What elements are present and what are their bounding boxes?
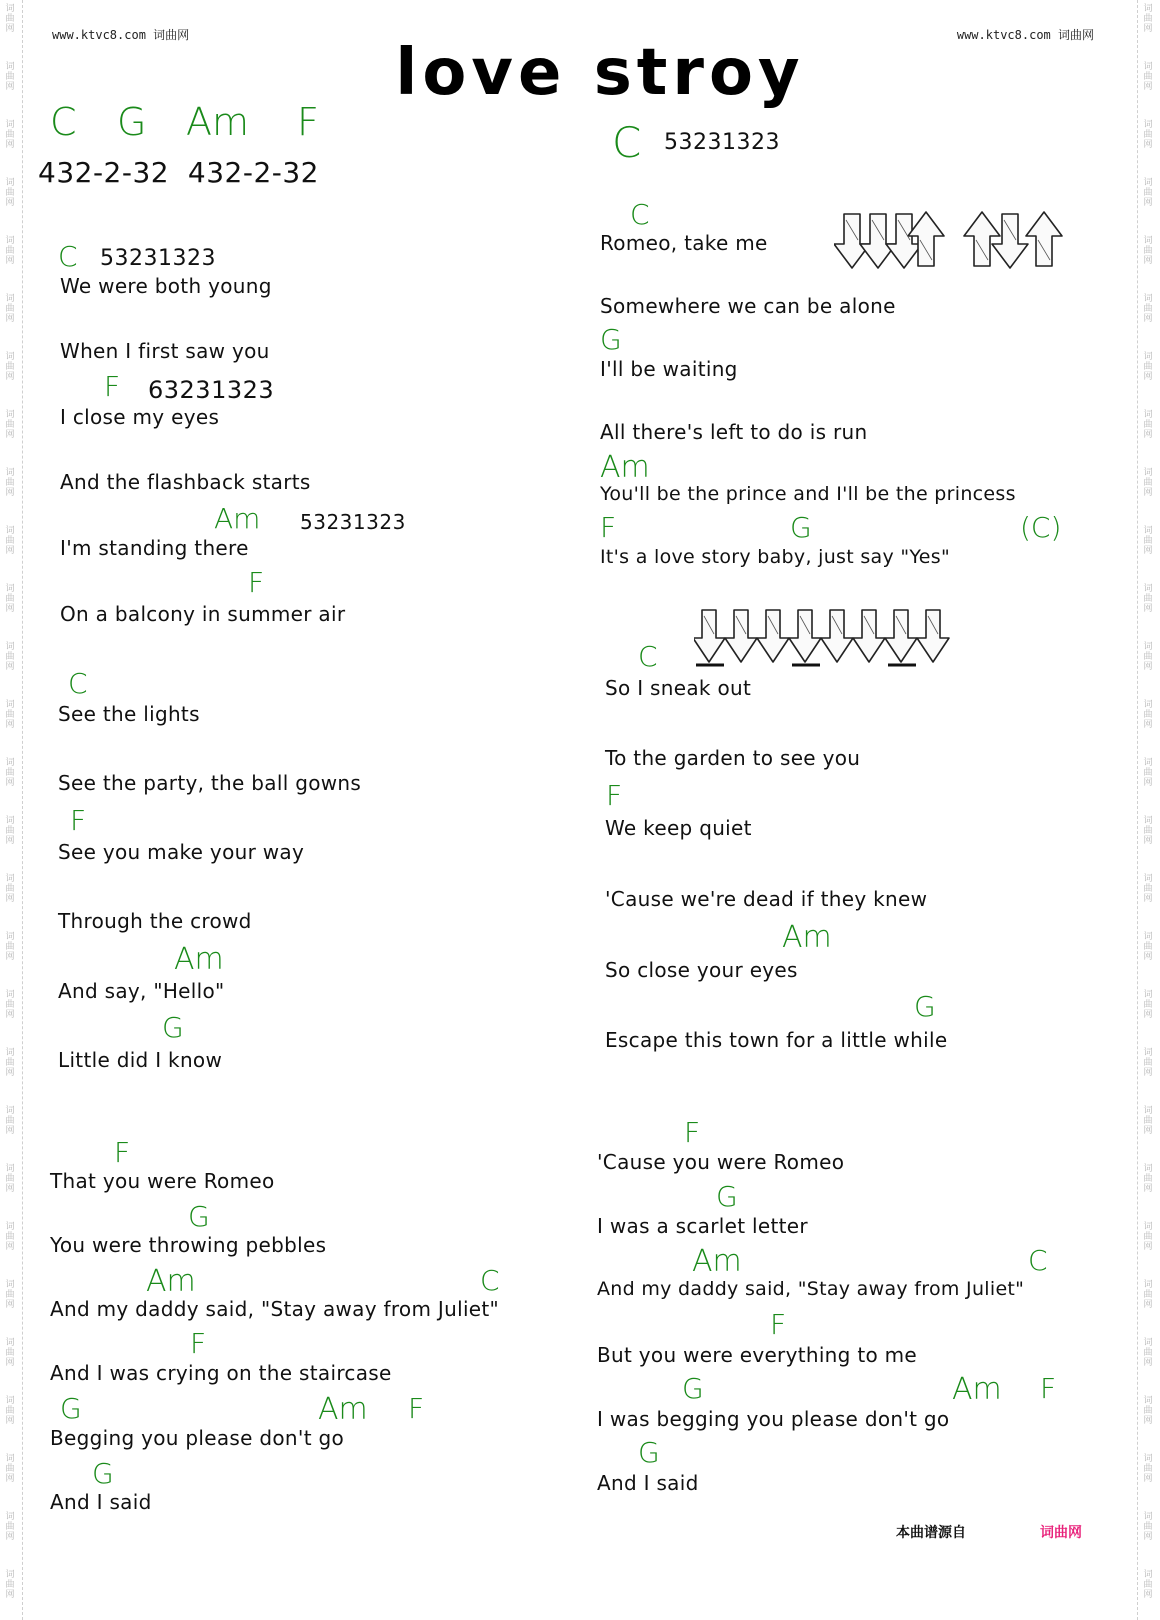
edge-watermark-mark: 词 曲 网 [1143,1222,1153,1252]
edge-watermark-mark: 词 曲 网 [5,1512,15,1542]
edge-watermark-mark: 词 曲 网 [5,1164,15,1194]
edge-watermark-mark: 词 曲 网 [1143,932,1153,962]
edge-watermark-mark: 词 曲 网 [5,1396,15,1426]
lyric-line: To the garden to see you [605,746,861,770]
chord: (C) [1020,511,1062,544]
edge-watermark-mark: 词 曲 网 [1143,1570,1153,1600]
lyric-line: And the flashback starts [60,470,311,494]
lyric-line: 'Cause you were Romeo [597,1150,845,1174]
chord: F [104,370,121,403]
chord: Am [146,1264,196,1299]
chord: F [70,804,87,837]
chord: F [1040,1372,1057,1405]
edge-watermark-mark: 词 曲 网 [5,1338,15,1368]
lyric-line: And I was crying on the staircase [50,1361,392,1385]
edge-watermark-mark: 词 曲 网 [1143,178,1153,208]
lyric-line: And my daddy said, "Stay away from Juliet" [50,1297,500,1321]
page-title: love stroy [395,36,805,110]
down-arrow-icon [821,610,853,662]
strum-arrows-pattern-2 [694,606,950,668]
edge-watermark-mark: 词 曲 网 [5,352,15,382]
edge-watermark-mark: 词 曲 网 [5,584,15,614]
right-margin-watermark [1137,0,1160,1620]
edge-watermark-mark: 词 曲 网 [1143,4,1153,34]
edge-watermark-mark: 词 曲 网 [5,816,15,846]
up-arrow-icon [964,212,1000,266]
chord: G [914,990,936,1023]
edge-watermark-mark: 词 曲 网 [5,120,15,150]
lyric-line: I was begging you please don't go [597,1407,950,1431]
lyric-line: We were both young [60,274,272,298]
chord: C [68,667,88,700]
chord: F [770,1308,787,1341]
edge-watermark-mark: 词 曲 网 [1143,410,1153,440]
right-intro-chord: C [612,118,642,167]
chord: Am [214,502,261,535]
lyric-line: And I said [50,1490,152,1514]
edge-watermark-mark: 词 曲 网 [5,178,15,208]
edge-watermark-mark: 词 曲 网 [1143,1048,1153,1078]
chord: F [248,566,265,599]
edge-watermark-mark: 词 曲 网 [5,990,15,1020]
up-arrow-icon [1026,212,1062,266]
down-arrow-icon [885,610,917,662]
chord: G [188,1200,210,1233]
down-arrow-icon [757,610,789,662]
right-intro-pattern: 53231323 [664,130,780,155]
header-source-left[interactable]: www.ktvc8.com 词曲网 [52,28,190,42]
chord: C [480,1264,500,1297]
edge-watermark-mark: 词 曲 网 [1143,642,1153,672]
intro-chord-c: C [50,100,77,144]
intro-chord-am: Am [186,100,250,144]
chord: G [638,1436,660,1469]
lyric-line: You'll be the prince and I'll be the princess [600,483,1016,505]
edge-watermark-mark: 词 曲 网 [5,758,15,788]
down-arrow-icon [886,214,922,268]
chord: F [114,1136,131,1169]
lyric-line: But you were everything to me [597,1343,918,1367]
lyric-line: You were throwing pebbles [50,1233,327,1257]
left-margin-watermark [0,0,23,1620]
chord: Am [318,1392,368,1427]
lyric-line: See you make your way [58,840,305,864]
lyric-line: And say, "Hello" [58,979,225,1003]
edge-watermark-mark: 词 曲 网 [5,1454,15,1484]
chord: Am [692,1244,742,1279]
lyric-line: I was a scarlet letter [597,1214,808,1238]
chord: G [600,323,622,356]
edge-watermark-mark: 词 曲 网 [5,468,15,498]
lyric-line: Escape this town for a little while [605,1028,948,1052]
lyric-line: Romeo, take me [600,231,768,255]
intro-chord-g: G [117,100,147,144]
chord: F [684,1116,701,1149]
edge-watermark-mark: 词 曲 网 [1143,874,1153,904]
chord: F [190,1327,207,1360]
chord: G [790,511,812,544]
chord: F [408,1392,425,1425]
lyric-line: So close your eyes [605,958,798,982]
pick-pattern: 63231323 [148,376,275,404]
chord: C [630,198,650,231]
strum-arrows-pattern-1 [834,210,1074,272]
edge-watermark-mark: 词 曲 网 [1143,1338,1153,1368]
lyric-line: I'll be waiting [600,357,738,381]
lyric-line: That you were Romeo [50,1169,275,1193]
chord: G [92,1457,114,1490]
chord: C [58,240,78,273]
chord: G [682,1372,704,1405]
edge-watermark-mark: 词 曲 网 [5,700,15,730]
footer-site-link[interactable]: 词曲网 [1040,1525,1082,1541]
chord: F [606,779,623,812]
lyric-line: I'm standing there [60,536,249,560]
lyric-line: So I sneak out [605,676,752,700]
edge-watermark-mark: 词 曲 网 [1143,1454,1153,1484]
down-arrow-icon [694,610,725,662]
edge-watermark-mark: 词 曲 网 [1143,468,1153,498]
down-arrow-icon [860,214,896,268]
edge-watermark-mark: 词 曲 网 [1143,1396,1153,1426]
edge-watermark-mark: 词 曲 网 [5,62,15,92]
pick-pattern: 53231323 [100,246,216,271]
down-arrow-icon [789,610,821,662]
chord: Am [952,1372,1002,1407]
lyric-line: And my daddy said, "Stay away from Juliet" [597,1278,1025,1300]
chord: G [60,1392,82,1425]
edge-watermark-mark: 词 曲 网 [1143,1106,1153,1136]
lyric-line: 'Cause we're dead if they knew [605,887,928,911]
down-arrow-icon [917,610,949,662]
lyric-line: I close my eyes [60,405,220,429]
edge-watermark-mark: 词 曲 网 [5,4,15,34]
intro-pattern: 432-2-32 432-2-32 [38,156,319,189]
edge-watermark-mark: 词 曲 网 [5,236,15,266]
edge-watermark-mark: 词 曲 网 [1143,1512,1153,1542]
chord: Am [174,942,224,977]
edge-watermark-mark: 词 曲 网 [5,410,15,440]
edge-watermark-mark: 词 曲 网 [1143,120,1153,150]
edge-watermark-mark: 词 曲 网 [1143,700,1153,730]
chord: C [1028,1244,1048,1277]
up-arrow-icon [908,212,944,266]
chord: Am [600,450,650,485]
edge-watermark-mark: 词 曲 网 [1143,526,1153,556]
lyric-line: On a balcony in summer air [60,602,346,626]
edge-watermark-mark: 词 曲 网 [5,932,15,962]
edge-watermark-mark: 词 曲 网 [1143,294,1153,324]
header-source-right[interactable]: www.ktvc8.com 词曲网 [956,28,1094,42]
edge-watermark-mark: 词 曲 网 [5,1106,15,1136]
edge-watermark-mark: 词 曲 网 [5,1570,15,1600]
edge-watermark-mark: 词 曲 网 [1143,990,1153,1020]
lyric-line: And I said [597,1471,699,1495]
chord: Am [782,920,832,955]
lyric-line: Somewhere we can be alone [600,294,896,318]
lyric-line: Through the crowd [58,909,252,933]
edge-watermark-mark: 词 曲 网 [1143,758,1153,788]
lyric-line: See the party, the ball gowns [58,771,362,795]
lyric-line: We keep quiet [605,816,752,840]
chord: F [600,511,617,544]
edge-watermark-mark: 词 曲 网 [1143,1164,1153,1194]
down-arrow-icon [853,610,885,662]
chord: G [162,1011,184,1044]
edge-watermark-mark: 词 曲 网 [1143,584,1153,614]
lyric-line: See the lights [58,702,200,726]
edge-watermark-mark: 词 曲 网 [5,1048,15,1078]
edge-watermark-mark: 词 曲 网 [5,294,15,324]
chord: C [638,640,658,673]
lyric-line: All there's left to do is run [600,420,868,444]
lyric-line: It's a love story baby, just say "Yes" [600,546,951,568]
edge-watermark-mark: 词 曲 网 [5,1280,15,1310]
edge-watermark-mark: 词 曲 网 [5,642,15,672]
lyric-line: Begging you please don't go [50,1426,345,1450]
edge-watermark-mark: 词 曲 网 [5,874,15,904]
edge-watermark-mark: 词 曲 网 [5,1222,15,1252]
lyric-line: Little did I know [58,1048,223,1072]
edge-watermark-mark: 词 曲 网 [1143,352,1153,382]
edge-watermark-mark: 词 曲 网 [1143,816,1153,846]
edge-watermark-mark: 词 曲 网 [1143,62,1153,92]
down-arrow-icon [725,610,757,662]
intro-chord-f: F [297,100,319,144]
lyric-line: When I first saw you [60,339,270,363]
down-arrow-icon [834,214,870,268]
footer-source-label: 本曲谱源自 [896,1525,966,1541]
edge-watermark-mark: 词 曲 网 [1143,1280,1153,1310]
pick-pattern: 53231323 [300,510,406,534]
chord: G [716,1180,738,1213]
edge-watermark-mark: 词 曲 网 [5,526,15,556]
down-arrow-icon [992,214,1028,268]
edge-watermark-mark: 词 曲 网 [1143,236,1153,266]
